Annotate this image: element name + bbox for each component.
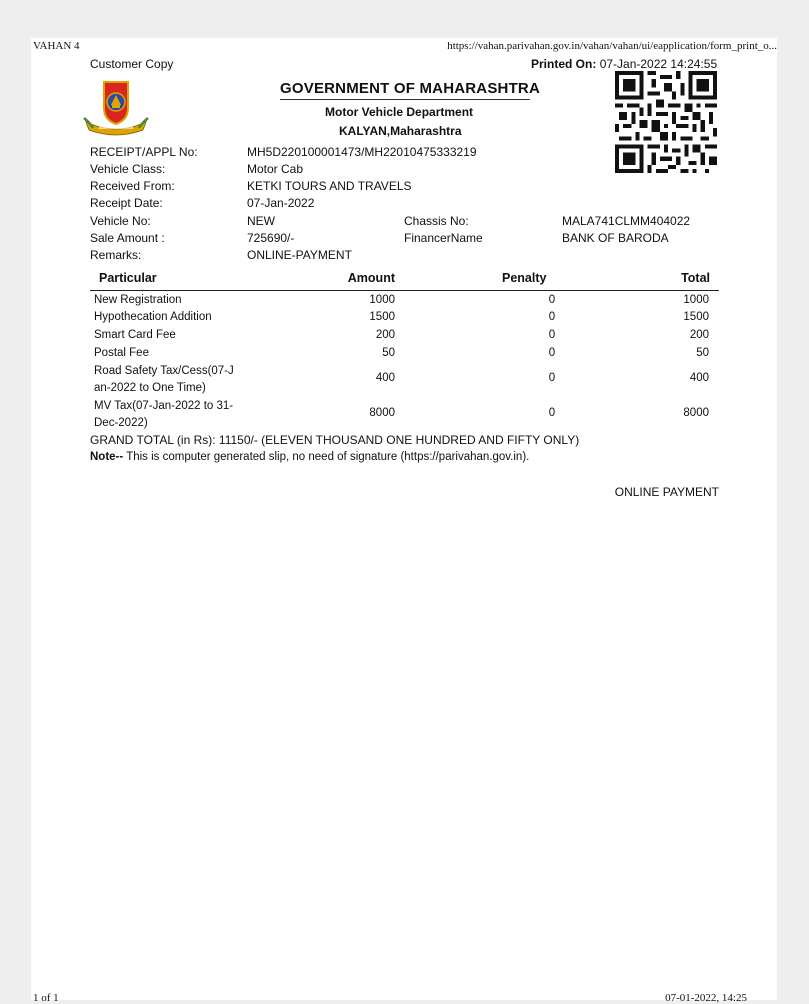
vehicle-class-label: Vehicle Class: [90, 162, 166, 176]
printed-on-value: 07-Jan-2022 14:24:55 [599, 57, 718, 71]
chassis-no-label: Chassis No: [404, 214, 469, 228]
row-total: 50 [696, 347, 709, 359]
row-particular-line: an-2022 to One Time) [94, 382, 206, 394]
row-particular [94, 363, 234, 397]
appl-no-label: RECEIPT/APPL No: [90, 145, 198, 159]
vehicle-no-label: Vehicle No: [90, 214, 151, 228]
header-total: Total [681, 271, 710, 285]
note [90, 451, 529, 463]
row-total: 1000 [683, 294, 709, 306]
row-total: 400 [689, 372, 709, 384]
browser-page-url: https://vahan.parivahan.gov.in/vahan/vahan/ui/eapplication/form_print_o... [447, 40, 777, 52]
payment-mode: ONLINE PAYMENT [614, 485, 719, 499]
row-amount: 1500 [369, 311, 395, 323]
table-header [90, 267, 719, 291]
remarks-value: ONLINE-PAYMENT [247, 248, 352, 262]
printed-on [531, 57, 717, 71]
received-from-label: Received From: [90, 179, 175, 193]
header-penalty: Penalty [502, 271, 547, 285]
row-total: 200 [689, 329, 709, 341]
browser-page-title: VAHAN 4 [33, 40, 80, 52]
row-particular: Postal Fee [94, 347, 149, 359]
receipt-date-label: Receipt Date: [90, 196, 163, 210]
row-penalty: 0 [548, 407, 556, 419]
row-amount: 50 [382, 347, 395, 359]
row-penalty: 0 [548, 329, 556, 341]
vehicle-class-value: Motor Cab [247, 162, 304, 176]
printed-on-label: Printed On: [531, 57, 597, 71]
row-particular-line: Road Safety Tax/Cess(07-J [94, 365, 234, 377]
print-timestamp: 07-01-2022, 14:25 [665, 992, 747, 1004]
row-penalty: 0 [548, 347, 556, 359]
receipt-page [31, 38, 777, 1004]
row-particular: New Registration [94, 294, 182, 306]
financer-value: BANK OF BARODA [562, 231, 669, 245]
header-amount: Amount [347, 271, 395, 285]
page-count: 1 of 1 [33, 992, 59, 1004]
vehicle-no-value: NEW [247, 214, 275, 228]
row-amount: 1000 [369, 294, 395, 306]
receipt-date-value: 07-Jan-2022 [247, 196, 315, 210]
row-penalty: 0 [548, 311, 556, 323]
table-row [90, 327, 719, 345]
row-amount: 200 [375, 329, 395, 341]
sale-amount-label: Sale Amount : [90, 231, 165, 245]
table-row [90, 362, 719, 398]
row-penalty: 0 [548, 294, 556, 306]
row-total: 1500 [683, 311, 709, 323]
financer-label: FinancerName [404, 231, 483, 245]
row-particular-line: MV Tax(07-Jan-2022 to 31- [94, 400, 234, 412]
grand-total: GRAND TOTAL (in Rs): 11150/- (ELEVEN THOUSAND ONE HUNDRED AND FIFTY ONLY) [90, 433, 580, 447]
department-name: Motor Vehicle Department [325, 105, 474, 119]
row-particular: Smart Card Fee [94, 329, 176, 341]
received-from-value: KETKI TOURS AND TRAVELS [247, 179, 412, 193]
table-row [90, 398, 719, 434]
sale-amount-value: 725690/- [247, 231, 295, 245]
table-row [90, 309, 719, 327]
table-row [90, 345, 719, 362]
table-row [90, 292, 719, 309]
remarks-label: Remarks: [90, 248, 142, 262]
copy-type: Customer Copy [90, 57, 174, 71]
row-particular [94, 398, 233, 432]
header-particular: Particular [99, 271, 157, 285]
row-particular-line: Dec-2022) [94, 417, 148, 429]
row-total: 8000 [683, 407, 709, 419]
title-underline [280, 99, 530, 100]
appl-no-value: MH5D220100001473/MH22010475333219 [247, 145, 477, 159]
qr-code-icon [615, 71, 717, 173]
government-title: GOVERNMENT OF MAHARASHTRA [280, 80, 540, 97]
row-amount: 400 [375, 372, 395, 384]
row-particular: Hypothecation Addition [94, 311, 212, 323]
office-name: KALYAN,Maharashtra [339, 124, 462, 138]
row-amount: 8000 [369, 407, 395, 419]
note-label: Note-- [90, 451, 124, 463]
row-penalty: 0 [548, 372, 556, 384]
note-text: This is computer generated slip, no need of signature (https://parivahan.gov.in). [123, 451, 530, 463]
fee-table [90, 267, 719, 434]
chassis-no-value: MALA741CLMM404022 [562, 214, 691, 228]
maharashtra-emblem-icon [83, 78, 149, 138]
